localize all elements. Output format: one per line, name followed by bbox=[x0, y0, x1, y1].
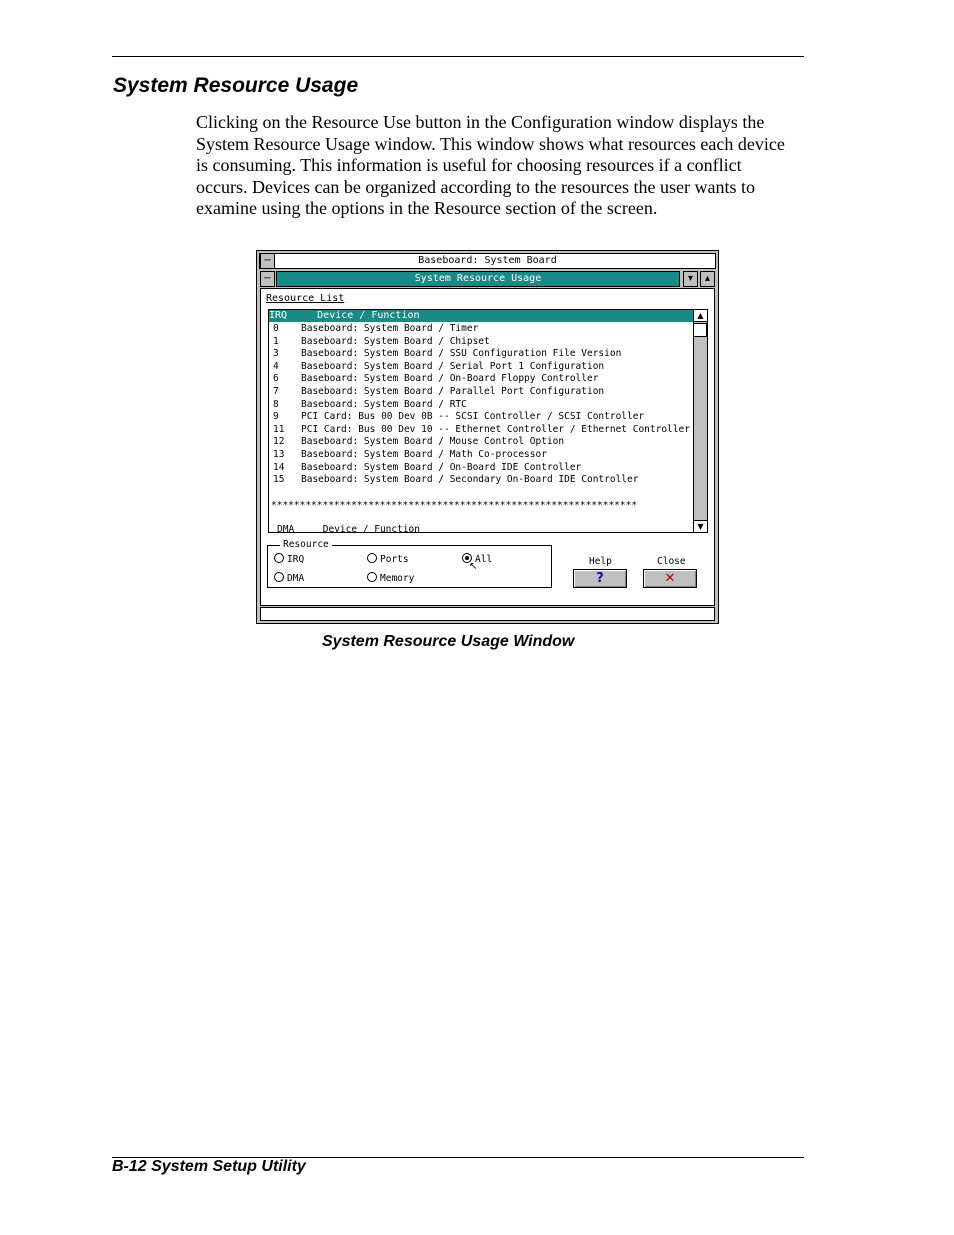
outer-window-title[interactable]: Baseboard: System Board bbox=[259, 253, 716, 269]
list-item[interactable] bbox=[269, 449, 693, 462]
list-item[interactable] bbox=[269, 424, 693, 437]
list-header-row[interactable]: IRQ Device / Function bbox=[269, 310, 693, 322]
list-item-text: Baseboard: System Board / On-Board Floppy Controller bbox=[301, 373, 599, 385]
list-rows bbox=[269, 323, 693, 487]
list-item-number: 15 bbox=[273, 474, 285, 486]
list-item[interactable] bbox=[269, 373, 693, 386]
list-item-number: 11 bbox=[273, 423, 285, 435]
radio-dma-label: DMA bbox=[287, 573, 305, 584]
list-item[interactable] bbox=[269, 436, 693, 449]
minimize-icon[interactable]: ▾ bbox=[683, 271, 698, 287]
top-rule bbox=[112, 56, 804, 57]
list-item-number: 4 bbox=[273, 360, 279, 372]
list-item-text: PCI Card: Bus 00 Dev 0B -- SCSI Controller / SCSI Controller bbox=[301, 411, 645, 423]
scroll-up-icon[interactable]: ▲ bbox=[694, 310, 707, 322]
list-item-number: 14 bbox=[273, 461, 285, 473]
maximize-icon[interactable]: ▴ bbox=[700, 271, 715, 287]
radio-ports-circle[interactable] bbox=[367, 553, 377, 563]
radio-ports[interactable] bbox=[367, 553, 409, 566]
close-icon: ✕ bbox=[664, 571, 676, 586]
figure-caption: System Resource Usage Window bbox=[322, 633, 575, 650]
resource-list-label-text: Resource List bbox=[266, 293, 345, 304]
separator-row: **************************************************************** bbox=[271, 500, 638, 511]
resource-list-box[interactable] bbox=[268, 309, 708, 533]
radio-memory-circle[interactable] bbox=[367, 572, 377, 582]
list-item-text: Baseboard: System Board / Secondary On-Board IDE Controller bbox=[301, 474, 639, 486]
radio-irq[interactable] bbox=[274, 553, 304, 566]
list-item-number: 1 bbox=[273, 335, 279, 347]
scroll-down-icon[interactable]: ▼ bbox=[694, 520, 707, 532]
list-item[interactable] bbox=[269, 462, 693, 475]
close-label: Close bbox=[657, 556, 686, 567]
list-item-text: Baseboard: System Board / Mouse Control Option bbox=[301, 436, 565, 448]
list-item-number: 3 bbox=[273, 348, 279, 360]
list-item-number: 13 bbox=[273, 448, 285, 460]
resource-group-label: Resource bbox=[280, 539, 332, 551]
list-item-text: Baseboard: System Board / RTC bbox=[301, 398, 467, 410]
radio-all-label: All bbox=[475, 554, 493, 565]
radio-irq-circle[interactable] bbox=[274, 553, 284, 563]
list-item-text: Baseboard: System Board / SSU Configuration File Version bbox=[301, 348, 622, 360]
list-item[interactable] bbox=[269, 348, 693, 361]
list-item[interactable] bbox=[269, 399, 693, 412]
list-item-number: 9 bbox=[273, 411, 279, 423]
inner-system-menu-icon[interactable]: − bbox=[260, 271, 275, 287]
radio-ports-label: Ports bbox=[380, 554, 409, 565]
baseboard-window bbox=[256, 250, 719, 624]
outer-system-menu-icon[interactable]: − bbox=[260, 253, 275, 269]
list-item-number: 0 bbox=[273, 323, 279, 334]
resource-group bbox=[267, 539, 552, 588]
window-bottom-strip bbox=[260, 607, 715, 621]
list-item-number: 8 bbox=[273, 398, 279, 410]
list-item[interactable] bbox=[269, 336, 693, 349]
help-button[interactable] bbox=[573, 569, 627, 588]
radio-memory-label: Memory bbox=[380, 573, 415, 584]
list-item-text: Baseboard: System Board / Chipset bbox=[301, 335, 490, 347]
list-item[interactable] bbox=[269, 361, 693, 374]
vertical-scrollbar[interactable] bbox=[693, 310, 707, 532]
question-mark-icon: ? bbox=[596, 571, 604, 586]
list-item-number: 7 bbox=[273, 385, 279, 397]
radio-irq-label: IRQ bbox=[287, 554, 305, 565]
resource-list-label bbox=[266, 293, 344, 304]
system-resource-usage-window bbox=[260, 288, 715, 606]
list-item[interactable] bbox=[269, 474, 693, 487]
body-paragraph: Clicking on the Resource Use button in the Configuration window displays the System Resource Usage window. This window shows what resources each device is consuming. This information is useful for choosing resources if a conflict occurs. Devices can be organized according to the resources the user wants to examine using the options in the Resource section of the screen. bbox=[196, 112, 785, 218]
close-button[interactable] bbox=[643, 569, 697, 588]
section-heading: System Resource Usage bbox=[113, 74, 359, 97]
inner-window-title[interactable]: System Resource Usage bbox=[276, 271, 680, 287]
mouse-cursor-icon: ↖ bbox=[469, 561, 478, 572]
scroll-thumb[interactable] bbox=[694, 323, 707, 337]
list-item[interactable] bbox=[269, 323, 693, 336]
radio-memory[interactable] bbox=[367, 572, 414, 585]
list-item-text: Baseboard: System Board / Math Co-processor bbox=[301, 448, 547, 460]
list-item-number: 6 bbox=[273, 373, 279, 385]
list-item-text: Baseboard: System Board / Parallel Port Configuration bbox=[301, 385, 605, 397]
radio-dma[interactable] bbox=[274, 572, 304, 585]
radio-dma-circle[interactable] bbox=[274, 572, 284, 582]
list-item-text: Baseboard: System Board / Timer bbox=[301, 323, 479, 334]
list-item-number: 12 bbox=[273, 436, 285, 448]
list-item[interactable] bbox=[269, 411, 693, 424]
list-item-text: Baseboard: System Board / On-Board IDE Controller bbox=[301, 461, 582, 473]
page-footer: B-12 System Setup Utility bbox=[112, 1158, 306, 1175]
list-item-text: Baseboard: System Board / Serial Port 1 Configuration bbox=[301, 360, 605, 372]
dma-header-row[interactable]: DMA Device / Function bbox=[277, 524, 420, 533]
help-label: Help bbox=[589, 556, 612, 567]
list-item-text: PCI Card: Bus 00 Dev 10 -- Ethernet Controller / Ethernet Controller bbox=[301, 423, 690, 435]
list-item[interactable] bbox=[269, 386, 693, 399]
